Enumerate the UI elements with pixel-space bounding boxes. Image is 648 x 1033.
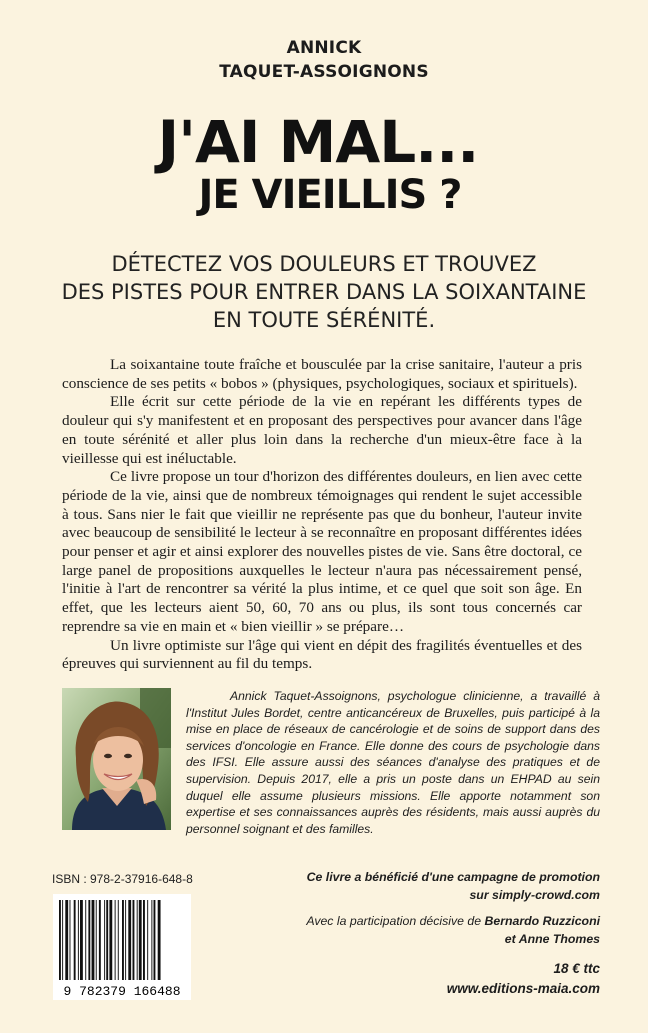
blurb — [62, 356, 582, 674]
barcode-bar — [118, 900, 119, 980]
barcode-bar — [137, 900, 138, 980]
subtitle-line-2: DES PISTES POUR ENTRER DANS LA SOIXANTAINE — [61, 280, 587, 304]
barcode — [53, 894, 191, 1000]
subtitle-line-1: DÉTECTEZ VOS DOULEURS ET TROUVEZ — [111, 252, 537, 276]
blurb-paragraph: La soixantaine toute fraîche et bousculée par la crise sanitaire, l'auteur a pris conscience de ses petits « bobos » (physiques, psychologiques, sociaux et spirituels). — [62, 356, 582, 392]
barcode-digits: 9 782379 166488 — [63, 984, 181, 999]
barcode-bar — [62, 900, 63, 980]
promo-partner-name: Bernardo Ruzziconi — [484, 914, 600, 928]
barcode-bar — [85, 900, 86, 980]
promo-line-2: sur simply-crowd.com — [469, 888, 600, 902]
barcode-bar — [109, 900, 112, 980]
promo-line-1: Ce livre a bénéficié d'une campagne de promotion — [306, 870, 600, 884]
blurb-paragraph: Elle écrit sur cette période de la vie en repérant les différents types de douleur qui s'y manifestent et en proposant des perspectives pour avancer dans l'âge en toute sérénité et aller plus loin dans la recherche d'un mieux-être face à la vieillesse qui est inéluctable. — [62, 393, 582, 467]
barcode-bar — [125, 900, 126, 980]
barcode-bar — [151, 900, 152, 980]
barcode-bar — [139, 900, 142, 980]
isbn-label: ISBN : 978-2-37916-648-8 — [52, 872, 193, 886]
barcode-bar — [133, 900, 135, 980]
barcode-bar — [78, 900, 79, 980]
barcode-bar — [74, 900, 76, 980]
blurb-paragraph: Un livre optimiste sur l'âge qui vient en dépit des fragilités éventuelles et des épreuves qui surviennent au fil du temps. — [62, 636, 582, 673]
barcode-bar — [147, 900, 148, 980]
barcode-bar — [59, 900, 61, 980]
barcode-bar — [96, 900, 97, 980]
book-title-line-2: JE VIEILLIS ? — [198, 172, 462, 218]
author-last-name: TAQUET-ASSOIGNONS — [219, 62, 429, 82]
barcode-bar — [128, 900, 131, 980]
barcode-bar — [122, 900, 124, 980]
barcode-bar — [65, 900, 68, 980]
publisher-website[interactable]: www.editions-maia.com — [446, 981, 600, 996]
book-title-line-1: J'AI MAL... — [157, 108, 479, 176]
barcode-bar — [99, 900, 101, 980]
barcode-bar — [80, 900, 83, 980]
barcode-bar — [88, 900, 90, 980]
barcode-bar — [158, 900, 161, 980]
barcode-bar — [106, 900, 108, 980]
barcode-bar — [115, 900, 116, 980]
author-bio: Annick Taquet-Assoignons, psychologue clinicienne, a travaillé à l'Institut Jules Bordet, centre anticancéreux de Bruxelles, puis participé à la mise en place de réseaux de cancérologie et de soins de support dans des services d'oncologie en France. Elle donne des cours de psychologie dans des IFSI. Elle assure aussi des séances d'analyse des pratiques et de supervision. Depuis 2017, elle a pris un poste dans un EHPAD au sein duquel elle assume plusieurs missions. Elle apporte notamment son expertise et ses connaissances auprès des résidents, mais aussi auprès du personnel soignant et des familles. — [186, 689, 600, 836]
subtitle-line-3: EN TOUTE SÉRÉNITÉ. — [212, 308, 436, 332]
price: 18 € ttc — [553, 961, 600, 976]
blurb-paragraph: Ce livre propose un tour d'horizon des différentes douleurs, en lien avec cette période de la vie, ainsi que de nombreux témoignages qui rendent le sujet accessible à tous. Sans nier le fait que vieillir ne représente pas que du bonheur, l'auteur invite avec beaucoup de sensibilité le lecteur à se reconnaître en proposant différentes idées pour penser et agir et ainsi explorer des nouvelles pistes de vie. Sans être doctoral, ce large panel de propositions auxquelles le lecteur n'aura pas nécessairement pensé, l'initie à l'art de rencontrer sa vérité la plus intime, et ce quel que soit son âge. En effet, que les lecteurs aient 50, 60, 70 ans ou plus, ils sont tous concernés car reprendre sa vie en main et « bien vieillir » se prépare… — [62, 468, 582, 635]
author-first-name: ANNICK — [286, 38, 362, 58]
barcode-bar — [154, 900, 156, 980]
barcode-bar — [104, 900, 105, 980]
author-photo — [62, 688, 171, 830]
promo-line-4: et Anne Thomes — [504, 932, 600, 946]
promo-prefix: Avec la participation décisive de — [306, 914, 485, 928]
barcode-bar — [92, 900, 95, 980]
barcode-bar — [70, 900, 71, 980]
barcode-bar — [143, 900, 145, 980]
promo-line-3 — [306, 912, 600, 930]
